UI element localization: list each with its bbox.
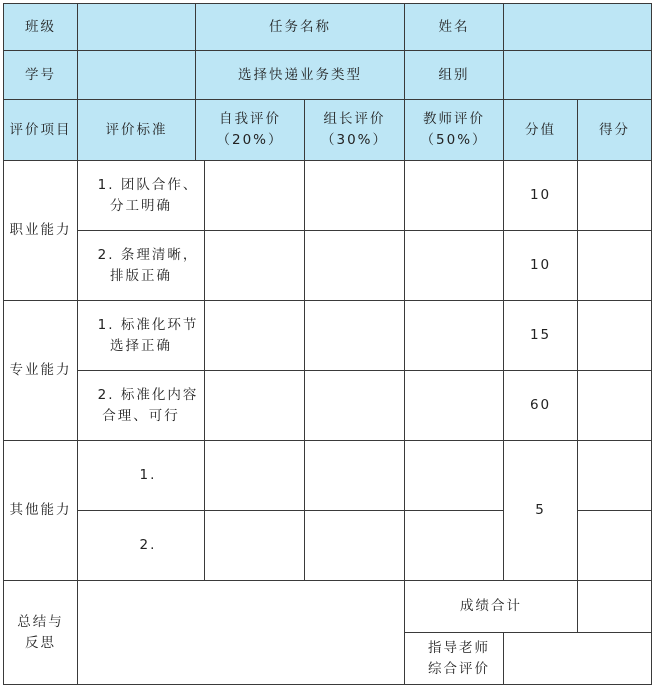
leader-eval-cell[interactable] bbox=[305, 161, 405, 231]
self-eval-cell[interactable] bbox=[205, 511, 305, 581]
name-label: 姓名 bbox=[405, 4, 504, 51]
col-teacher-eval-label: 教师评价 bbox=[423, 111, 486, 128]
section-label: 其他能力 bbox=[4, 441, 78, 581]
col-score-value: 分值 bbox=[504, 100, 578, 161]
col-self-eval bbox=[196, 100, 305, 161]
criteria-line: 排版正确 bbox=[110, 267, 172, 284]
score-got-cell[interactable] bbox=[578, 161, 652, 231]
leader-eval-cell[interactable] bbox=[305, 231, 405, 301]
self-eval-cell[interactable] bbox=[205, 161, 305, 231]
criteria-cell bbox=[78, 231, 205, 301]
col-leader-eval bbox=[305, 100, 405, 161]
self-eval-cell[interactable] bbox=[205, 441, 305, 511]
col-self-eval-pct: （20%） bbox=[216, 132, 284, 148]
header-row-2 bbox=[4, 51, 652, 100]
summary-content[interactable] bbox=[78, 581, 405, 685]
criteria-cell bbox=[78, 301, 205, 371]
criteria-cell bbox=[78, 441, 205, 511]
class-value[interactable] bbox=[78, 4, 196, 51]
self-eval-cell[interactable] bbox=[205, 371, 305, 441]
table-row bbox=[4, 301, 652, 371]
criteria-line: 合理、可行 bbox=[102, 407, 180, 424]
summary-row-1 bbox=[4, 581, 652, 633]
criteria-line: 2. bbox=[139, 537, 157, 554]
score-value: 10 bbox=[504, 161, 578, 231]
col-teacher-eval bbox=[405, 100, 504, 161]
table-row bbox=[4, 161, 652, 231]
total-label: 成绩合计 bbox=[405, 581, 578, 633]
col-score-got: 得分 bbox=[578, 100, 652, 161]
leader-eval-cell[interactable] bbox=[305, 441, 405, 511]
criteria-cell bbox=[78, 161, 205, 231]
leader-eval-cell[interactable] bbox=[305, 301, 405, 371]
criteria-line: 1. 标准化环节 bbox=[97, 316, 199, 333]
score-value: 5 bbox=[504, 441, 578, 581]
col-leader-eval-pct: （30%） bbox=[321, 132, 389, 148]
teacher-eval-cell[interactable] bbox=[405, 371, 504, 441]
score-got-cell[interactable] bbox=[578, 371, 652, 441]
teacher-comment-line: 综合评价 bbox=[428, 660, 491, 677]
teacher-eval-cell[interactable] bbox=[405, 511, 504, 581]
leader-eval-cell[interactable] bbox=[305, 511, 405, 581]
self-eval-cell[interactable] bbox=[205, 301, 305, 371]
leader-eval-cell[interactable] bbox=[305, 371, 405, 441]
score-got-cell[interactable] bbox=[578, 301, 652, 371]
criteria-line: 1. bbox=[139, 467, 157, 484]
evaluation-table bbox=[3, 3, 652, 685]
student-id-label: 学号 bbox=[4, 51, 78, 100]
student-id-value[interactable] bbox=[78, 51, 196, 100]
summary-label bbox=[4, 581, 78, 685]
self-eval-cell[interactable] bbox=[205, 231, 305, 301]
teacher-eval-cell[interactable] bbox=[405, 301, 504, 371]
teacher-comment-value[interactable] bbox=[504, 633, 652, 685]
total-value[interactable] bbox=[578, 581, 652, 633]
table-row bbox=[4, 441, 652, 511]
summary-label-line: 总结与 bbox=[17, 613, 64, 630]
col-criteria: 评价标准 bbox=[78, 100, 196, 161]
summary-label-line: 反思 bbox=[25, 634, 56, 651]
teacher-comment-line: 指导老师 bbox=[428, 639, 491, 656]
task-name-label: 任务名称 bbox=[196, 4, 405, 51]
criteria-line: 2. 标准化内容 bbox=[97, 386, 199, 403]
section-label: 职业能力 bbox=[4, 161, 78, 301]
col-teacher-eval-pct: （50%） bbox=[420, 132, 488, 148]
criteria-cell bbox=[78, 371, 205, 441]
column-header-row bbox=[4, 100, 652, 161]
table-row bbox=[4, 371, 652, 441]
score-got-cell[interactable] bbox=[578, 511, 652, 581]
teacher-eval-cell[interactable] bbox=[405, 161, 504, 231]
header-row-1 bbox=[4, 4, 652, 51]
col-leader-eval-label: 组长评价 bbox=[323, 111, 386, 128]
name-value[interactable] bbox=[504, 4, 652, 51]
criteria-line: 1. 团队合作、 bbox=[97, 176, 199, 193]
class-label: 班级 bbox=[4, 4, 78, 51]
score-got-cell[interactable] bbox=[578, 231, 652, 301]
task-name-value: 选择快递业务类型 bbox=[196, 51, 405, 100]
score-value: 60 bbox=[504, 371, 578, 441]
teacher-comment-label bbox=[405, 633, 504, 685]
section-label: 专业能力 bbox=[4, 301, 78, 441]
group-label: 组别 bbox=[405, 51, 504, 100]
teacher-eval-cell[interactable] bbox=[405, 441, 504, 511]
col-item: 评价项目 bbox=[4, 100, 78, 161]
table-row bbox=[4, 231, 652, 301]
teacher-eval-cell[interactable] bbox=[405, 231, 504, 301]
col-self-eval-label: 自我评价 bbox=[219, 111, 281, 128]
criteria-line: 2. 条理清晰， bbox=[97, 246, 199, 263]
criteria-line: 选择正确 bbox=[110, 337, 172, 354]
criteria-cell bbox=[78, 511, 205, 581]
group-value[interactable] bbox=[504, 51, 652, 100]
score-got-cell[interactable] bbox=[578, 441, 652, 511]
criteria-line: 分工明确 bbox=[110, 197, 172, 214]
score-value: 15 bbox=[504, 301, 578, 371]
score-value: 10 bbox=[504, 231, 578, 301]
